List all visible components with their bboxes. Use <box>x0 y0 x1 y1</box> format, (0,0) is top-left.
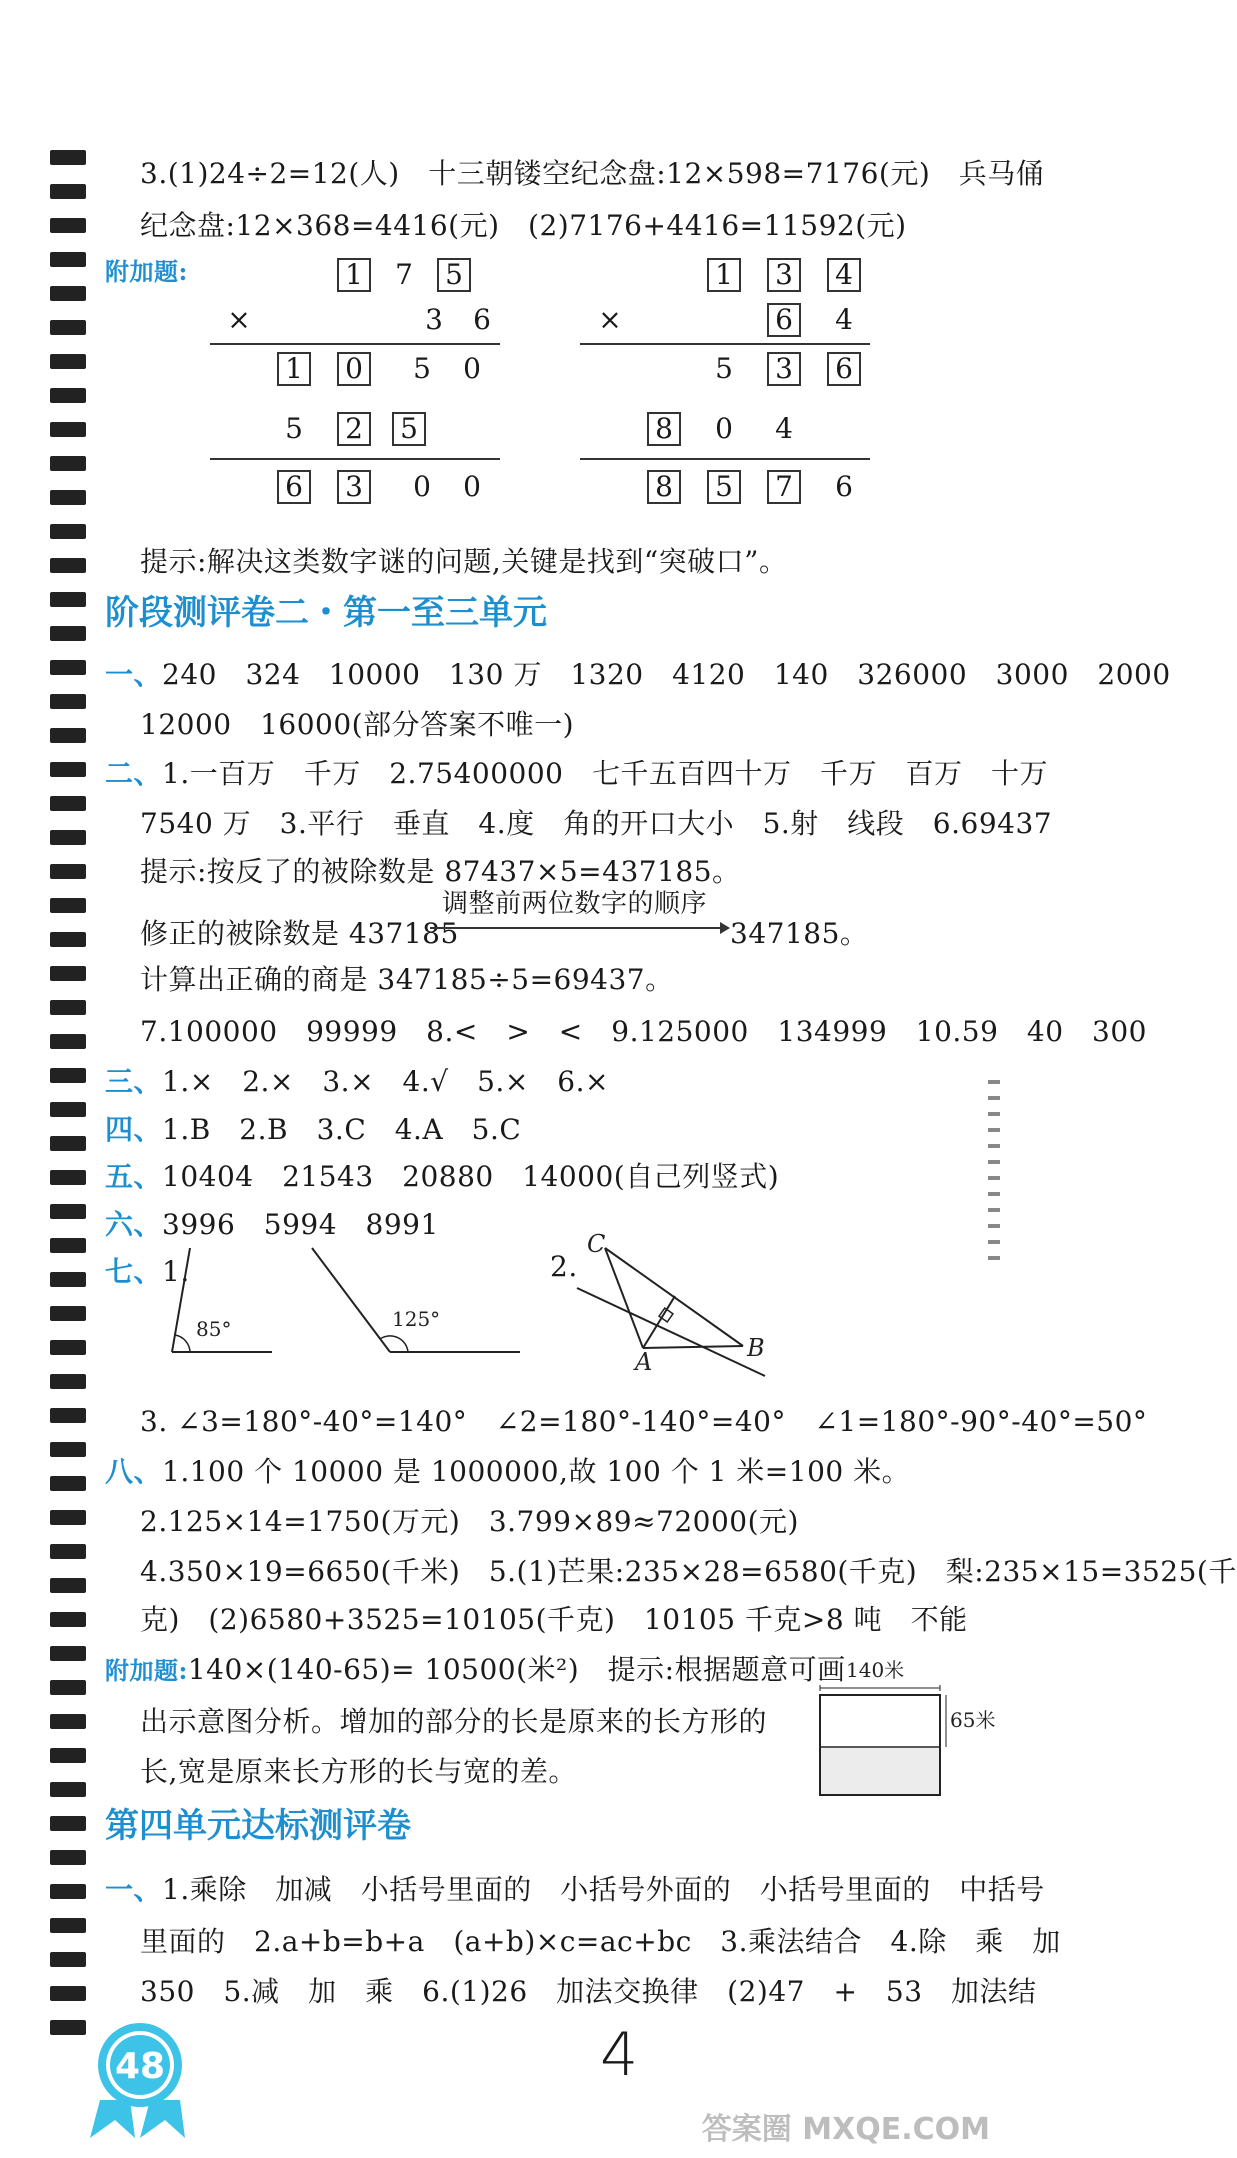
section-title: 阶段测评卷二・第一至三单元 <box>105 593 547 633</box>
item-label: 二、 <box>105 757 163 790</box>
puzzle-digit: 3 <box>425 303 443 336</box>
answer-line: 3. ∠3=180°-40°=140° ∠2=180°-140°=40° ∠1=180°-90°-40°=50° <box>140 1405 1148 1438</box>
section-title: 第四单元达标测评卷 <box>105 1806 411 1846</box>
rule-line <box>580 343 870 345</box>
puzzle-digit: 0 <box>715 412 733 445</box>
binding-strip-right <box>988 1080 1000 1272</box>
answer-line: 1.× 2.× 3.× 4.√ 5.× 6.× <box>162 1065 609 1098</box>
rule-line <box>210 458 500 460</box>
handwritten-mark: 4 <box>600 2020 639 2090</box>
rectangle-diagram <box>810 1655 996 1805</box>
puzzle-digit: 0 <box>463 470 481 503</box>
puzzle-digit: 5 <box>413 352 431 385</box>
answer-line: 140×(140-65)= 10500(米²) 提示:根据题意可画 <box>187 1653 846 1686</box>
answer-line: 1.100 个 10000 是 1000000,故 100 个 1 米=100 米。 <box>162 1455 911 1488</box>
answer-line: 347185。 <box>730 917 869 950</box>
rect-top-label: 140米 <box>846 1658 905 1682</box>
page-number: 48 <box>114 2046 166 2087</box>
answer-line: 3996 5994 8991 <box>162 1208 439 1241</box>
item-label: 七、 <box>105 1255 163 1288</box>
answer-line: 计算出正确的商是 347185÷5=69437。 <box>140 963 674 996</box>
angle-figures <box>160 1240 580 1370</box>
times-sign: × <box>598 303 622 336</box>
puzzle-digit: 5 <box>715 470 733 503</box>
puzzle-digit: 8 <box>655 412 673 445</box>
answer-line: 修正的被除数是 437185 <box>140 917 459 950</box>
answer-line: 12000 16000(部分答案不唯一) <box>140 708 574 741</box>
item-label: 六、 <box>105 1208 163 1241</box>
puzzle-digit: 4 <box>775 412 793 445</box>
puzzle-digit: 3 <box>775 352 793 385</box>
binding-strip <box>50 150 86 2054</box>
rect-side-label: 65米 <box>950 1708 996 1732</box>
item-label: 三、 <box>105 1065 163 1098</box>
answer-line: 7.100000 99999 8.< > < 9.125000 134999 10.59 40 300 <box>140 1015 1147 1048</box>
puzzle-digit: 5 <box>445 258 463 291</box>
rule-line <box>580 458 870 460</box>
angle-label-125: 125° <box>392 1307 441 1331</box>
page-number-badge <box>60 2020 210 2140</box>
times-sign: × <box>227 303 251 336</box>
puzzle-digit: 0 <box>413 470 431 503</box>
hint-line: 提示:按反了的被除数是 87437×5=437185。 <box>140 855 741 888</box>
answer-line: 克) (2)6580+3525=10105(千克) 10105 千克>8 吨 不能 <box>140 1603 968 1636</box>
arrow-right-icon <box>430 918 730 938</box>
puzzle-digit: 6 <box>835 470 853 503</box>
puzzle-digit: 2 <box>345 412 363 445</box>
angle-label-85: 85° <box>196 1317 232 1341</box>
answer-line: 里面的 2.a+b=b+a (a+b)×c=ac+bc 3.乘法结合 4.除 乘 加 <box>140 1925 1061 1958</box>
answer-line: 1.乘除 加减 小括号里面的 小括号外面的 小括号里面的 中括号 <box>162 1873 1045 1906</box>
answer-line: 10404 21543 20880 14000(自己列竖式) <box>162 1160 780 1193</box>
answer-line: 1.B 2.B 3.C 4.A 5.C <box>162 1113 522 1146</box>
answer-line: 长,宽是原来长方形的长与宽的差。 <box>140 1755 577 1788</box>
item-label: 五、 <box>105 1160 163 1193</box>
answer-line: 7540 万 3.平行 垂直 4.度 角的开口大小 5.射 线段 6.69437 <box>140 807 1053 840</box>
answer-line: 3.(1)24÷2=12(人) 十三朝镂空纪念盘:12×598=7176(元) 兵马俑 <box>140 157 1045 190</box>
puzzle-digit: 7 <box>775 470 793 503</box>
puzzle-digit: 3 <box>775 258 793 291</box>
puzzle-digit: 8 <box>655 470 673 503</box>
puzzle-digit: 5 <box>285 412 303 445</box>
item-label: 一、 <box>105 1873 163 1906</box>
puzzle-digit: 6 <box>285 470 303 503</box>
item-label: 一、 <box>105 658 163 691</box>
answer-line: 240 324 10000 130 万 1320 4120 140 326000 3000 2000 <box>162 658 1171 691</box>
puzzle-digit: 5 <box>715 352 733 385</box>
answer-line: 1.一百万 千万 2.75400000 七千五百四十万 千万 百万 十万 <box>162 757 1048 790</box>
point-label-b: B <box>747 1334 765 1362</box>
puzzle-digit: 6 <box>473 303 491 336</box>
bonus-label: 附加题: <box>105 1656 188 1685</box>
point-label-a: A <box>635 1348 653 1376</box>
puzzle-digit: 6 <box>835 352 853 385</box>
puzzle-digit: 3 <box>345 470 363 503</box>
answer-line: 2. <box>550 1250 578 1283</box>
puzzle-digit: 4 <box>835 303 853 336</box>
answer-line: 4.350×19=6650(千米) 5.(1)芒果:235×28=6580(千克) 梨:235×15=3525(千 <box>140 1555 1237 1588</box>
answer-line: 2.125×14=1750(万元) 3.799×89≈72000(元) <box>140 1505 799 1538</box>
bonus-label: 附加题: <box>105 257 188 286</box>
hint-line: 提示:解决这类数字谜的问题,关键是找到“突破口”。 <box>140 545 788 578</box>
puzzle-digit: 4 <box>835 258 853 291</box>
puzzle-digit: 1 <box>285 352 303 385</box>
rule-line <box>210 343 500 345</box>
answer-line: 1. <box>162 1255 190 1288</box>
watermark: 答案圈 MXQE.COM <box>701 2112 990 2147</box>
answer-line: 纪念盘:12×368=4416(元) (2)7176+4416=11592(元) <box>140 209 907 242</box>
puzzle-digit: 0 <box>463 352 481 385</box>
answer-line: 350 5.减 加 乘 6.(1)26 加法交换律 (2)47 + 53 加法结 <box>140 1975 1037 2008</box>
answer-line: 出示意图分析。增加的部分的长是原来的长方形的 <box>140 1705 768 1738</box>
puzzle-digit: 5 <box>400 412 418 445</box>
item-label: 四、 <box>105 1113 163 1146</box>
puzzle-digit: 1 <box>345 258 363 291</box>
puzzle-digit: 1 <box>715 258 733 291</box>
puzzle-digit: 6 <box>775 303 793 336</box>
puzzle-digit: 7 <box>395 258 413 291</box>
item-label: 八、 <box>105 1455 163 1488</box>
geometry-figure <box>575 1228 775 1378</box>
puzzle-digit: 0 <box>345 352 363 385</box>
point-label-c: C <box>587 1230 606 1258</box>
arrow-label: 调整前两位数字的顺序 <box>442 889 708 919</box>
